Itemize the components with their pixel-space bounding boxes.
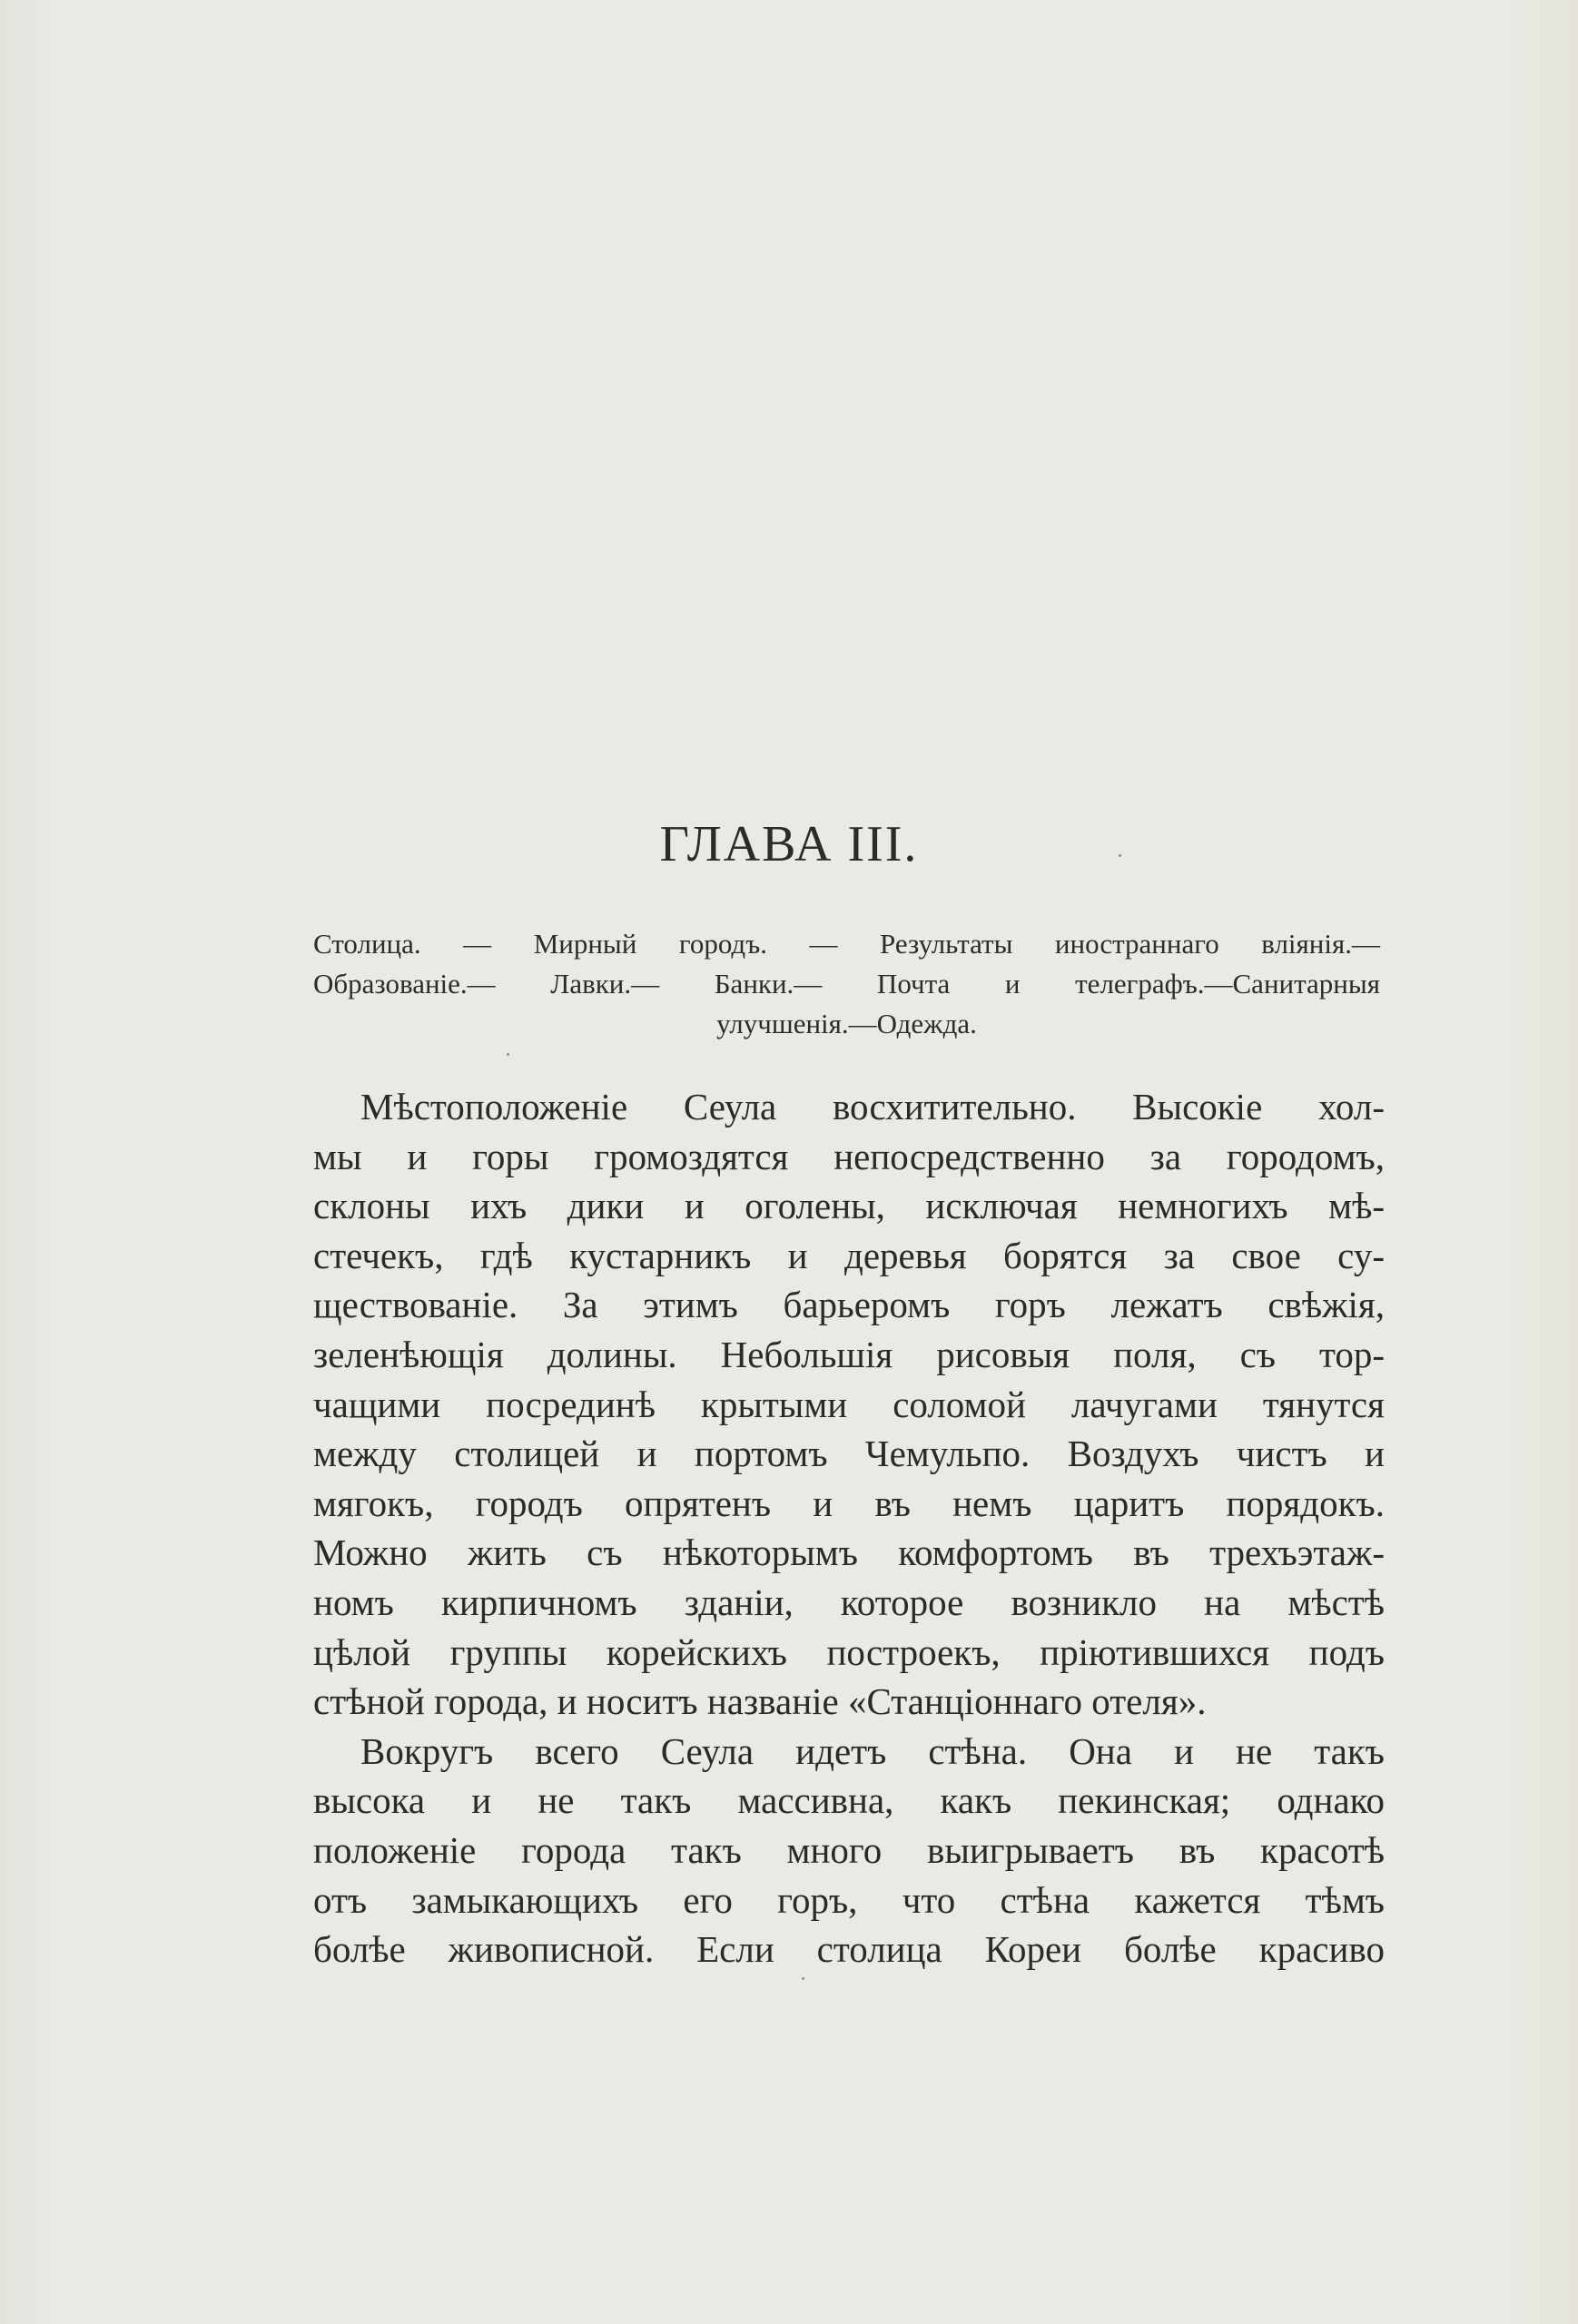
text-line: мы и горы громоздятся непосредственно за городомъ, — [313, 1135, 1385, 1177]
paper-speck — [802, 1977, 804, 1980]
text-line: зеленѣющія долины. Небольшія рисовыя поля, съ тор- — [313, 1333, 1385, 1375]
paragraph — [313, 1082, 1385, 1727]
text-line: болѣе живописной. Если столица Кореи болѣе красиво — [313, 1928, 1385, 1971]
text-line: Мѣстоположеніе Сеула восхитительно. Высокіе хол- — [360, 1086, 1385, 1128]
body-text — [313, 1082, 1385, 1974]
text-line: Можно жить съ нѣкоторымъ комфортомъ въ трехъэтаж- — [313, 1531, 1385, 1574]
summary-line: Столица. — Мирный городъ. — Результаты иностраннаго вліянія.— — [313, 928, 1380, 960]
text-line: мягокъ, городъ опрятенъ и въ немъ царитъ порядокъ. — [313, 1482, 1385, 1524]
text-line: Вокругъ всего Сеула идетъ стѣна. Она и не такъ — [360, 1729, 1385, 1772]
text-line: чащими посрединѣ крытыми соломой лачугами тянутся — [313, 1383, 1385, 1425]
text-line: стечекъ, гдѣ кустарникъ и деревья борятся за свое су- — [313, 1234, 1385, 1276]
paper-speck — [507, 1053, 509, 1056]
text-line: склоны ихъ дики и оголены, исключая немногихъ мѣ- — [313, 1185, 1385, 1227]
text-line: стѣной города, и носитъ названіе «Станціоннаго отеля». — [313, 1680, 1207, 1723]
paper-speck — [1119, 854, 1121, 857]
paragraph — [313, 1727, 1385, 1974]
text-line: номъ кирпичномъ зданіи, которое возникло на мѣстѣ — [313, 1581, 1385, 1623]
summary-line: Образованіе.— Лавки.— Банки.— Почта и телеграфъ.—Санитарныя — [313, 968, 1380, 1000]
summary-line: улучшенія.—Одежда. — [716, 1008, 977, 1039]
text-line: отъ замыкающихъ его горъ, что стѣна кажется тѣмъ — [313, 1878, 1385, 1921]
text-line: ществованіе. За этимъ барьеромъ горъ лежатъ свѣжія, — [313, 1284, 1385, 1326]
text-line: цѣлой группы корейскихъ построекъ, пріютившихся подъ — [313, 1630, 1385, 1673]
text-line: положеніе города такъ много выигрываетъ въ красотѣ — [313, 1828, 1385, 1871]
chapter-title: ГЛАВА III. — [659, 816, 919, 872]
text-line: высока и не такъ массивна, какъ пекинская; однако — [313, 1779, 1385, 1822]
chapter-summary — [313, 924, 1380, 1044]
text-line: между столицей и портомъ Чемульпо. Воздухъ чистъ и — [313, 1433, 1385, 1475]
